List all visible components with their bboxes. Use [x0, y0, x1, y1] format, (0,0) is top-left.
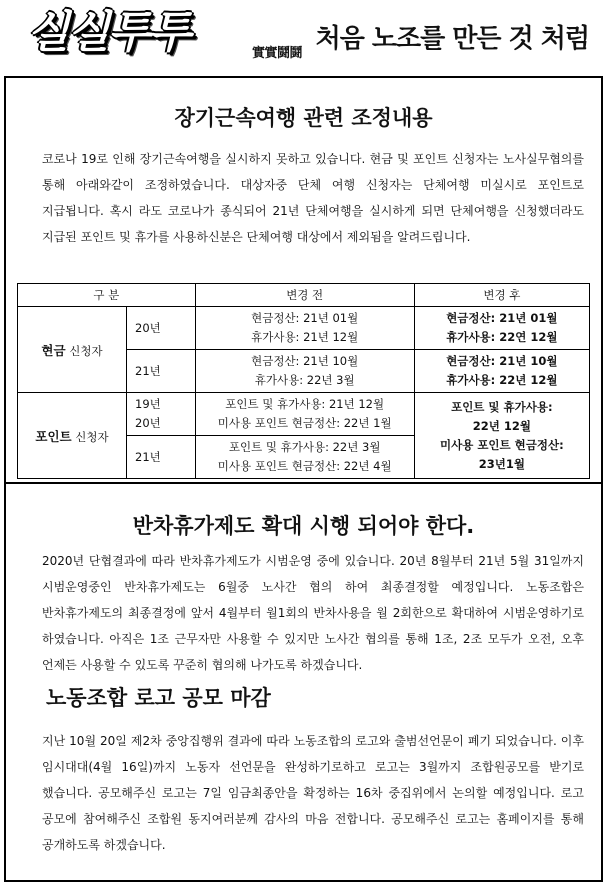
section3-title: 노동조합 로고 공모 마감	[46, 686, 271, 710]
content-frame	[4, 76, 603, 882]
section2-body: 2020년 단협결과에 따라 반차휴가제도가 시범운영 중에 있습니다. 20년 8월부터 21년 5월 31일까지 시범운영중인 반차휴가제도는 6월중 노사간 협의 하여 최종결정할 예정입니다. 노동조합은 반차휴가제도의 최종결정에 앞서 4월부터 월1회의 반차사용을 월 2회한으로 확대하여 시범운영하기로 하였습니다. 아직은 1조 근무자만 사용할 수 있지만 노사간 협의를 통해 1조, 2조 모두가 오전, 오후 언제든 사용할 수 있도록 꾸준히 협의해 나가도록 하겠습니다.	[42, 554, 584, 672]
logo-hanja: 實實鬪鬪	[252, 46, 303, 61]
table-row	[18, 307, 590, 350]
section1-title: 장기근속여행 관련 조정내용	[174, 106, 433, 130]
table-header-before: 변경 전	[195, 284, 414, 307]
year-cell: 19년 20년	[127, 393, 196, 436]
year-cell: 20년	[127, 307, 196, 350]
table-header-row	[18, 284, 590, 307]
before-cell: 포인트 및 휴가사용: 21년 12월 미사용 포인트 현금정산: 22년 1월	[195, 393, 414, 436]
table-row	[18, 393, 590, 436]
section2-title: 반차휴가제도 확대 시행 되어야 한다.	[132, 514, 475, 538]
table-header-after: 변경 후	[414, 284, 589, 307]
newsletter-header	[0, 0, 611, 76]
before-cell: 현금정산: 21년 10월 휴가사용: 22년 3월	[195, 350, 414, 393]
section3-body: 지난 10월 20일 제2차 중앙집행위 결과에 따라 노동조합의 로고와 출범선언문이 폐기 되었습니다. 이후 임시대대(4월 16일)까지 노동자 선언문을 완성하기로하고 로고는 3월까지 조합원공모를 받기로 했습니다. 공모해주신 로고는 7일 임금최종안을 확정하는 16차 중집위에서 논의할 예정입니다. 로고 공모에 참여해주신 조합원 동지여러분께 감사의 마음 전합니다. 공모해주신 로고는 홈페이지를 통해 공개하도록 하겠습니다.	[42, 734, 584, 852]
category-cash: 현금 신청자	[18, 307, 127, 393]
after-cell: 현금정산: 21년 01월 휴가사용: 22연 12월	[414, 307, 589, 350]
category-point: 포인트 신청자	[18, 393, 127, 479]
after-cell: 현금정산: 21년 10월 휴가사용: 22년 12월	[414, 350, 589, 393]
slogan: 처음 노조를 만든 것 처럼	[315, 24, 589, 54]
table-header-category: 구 분	[18, 284, 196, 307]
section-long-service-trip	[6, 78, 601, 484]
year-cell: 21년	[127, 350, 196, 393]
year-cell: 21년	[127, 436, 196, 479]
adjustment-table	[17, 283, 590, 479]
before-cell: 현금정산: 21년 01월 휴가사용: 21년 12월	[195, 307, 414, 350]
section1-body: 코로나 19로 인해 장기근속여행을 실시하지 못하고 있습니다. 현금 및 포인트 신청자는 노사실무협의를 통해 아래와같이 조정하였습니다. 대상자중 단체 여행 신청자는 단체여행 미실시로 포인트로 지급됩니다. 혹시 라도 코로나가 종식되어 21년 단체여행을 실시하게 되면 단체여행을 신청했더라도 지급된 포인트 및 휴가를 사용하신분은 단체여행 대상에서 제외됨을 알려드립니다.	[42, 152, 584, 244]
after-cell-point: 포인트 및 휴가사용: 22년 12월 미사용 포인트 현금정산: 23년1월	[414, 393, 589, 479]
before-cell: 포인트 및 휴가사용: 22년 3월 미사용 포인트 현금정산: 22년 4월	[195, 436, 414, 479]
newsletter-logo: 실실투투	[27, 7, 190, 58]
